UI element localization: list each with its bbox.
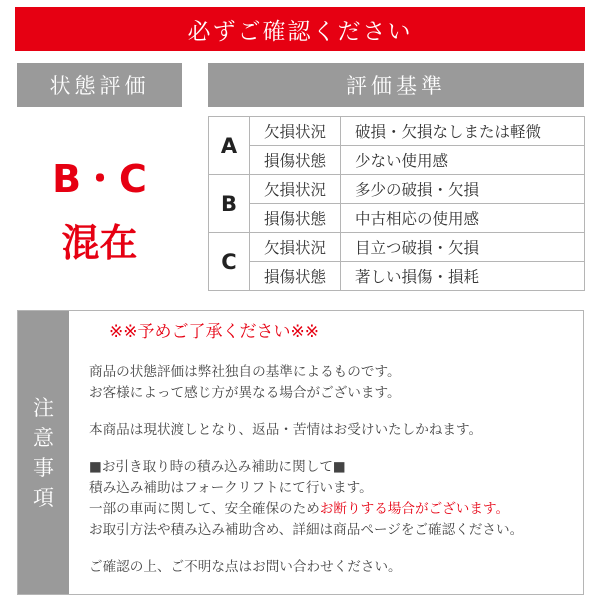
criteria-row	[209, 175, 585, 204]
criteria-type: 損傷状態	[250, 146, 341, 175]
notes-side-char: 事	[33, 455, 54, 480]
note-line: ご確認の上、ご不明な点はお問い合わせください。	[89, 559, 402, 575]
grade-c: C	[209, 233, 250, 291]
notes-box	[17, 310, 584, 595]
criteria-desc: 多少の破損・欠損	[341, 175, 585, 204]
note-line: 商品の状態評価は弊社独自の基準によるものです。	[89, 364, 401, 380]
criteria-desc: 中古相応の使用感	[341, 204, 585, 233]
note-line: お客様によって感じ方が異なる場合がございます。	[89, 385, 401, 401]
criteria-type: 損傷状態	[250, 204, 341, 233]
condition-rating-label: 状態評価	[17, 63, 182, 107]
note-line	[89, 499, 577, 520]
rating-grades: B・C	[52, 157, 147, 201]
criteria-row	[209, 262, 585, 291]
criteria-table	[208, 116, 585, 291]
notes-side-char: 項	[33, 485, 54, 510]
note-text: 一部の車両に関して、安全確保のため	[89, 501, 320, 517]
rating-criteria-label: 評価基準	[208, 63, 584, 107]
criteria-type: 欠損状況	[250, 175, 341, 204]
notes-side-char: 意	[33, 425, 54, 450]
note-heading: ■お引き取り時の積み込み補助に関して■	[89, 459, 346, 475]
criteria-row	[209, 117, 585, 146]
note-line: 積み込み補助はフォークリフトにて行います。	[89, 480, 373, 496]
notes-side-label	[18, 311, 69, 594]
rating-mixed: 混在	[61, 221, 138, 265]
notes-title: ※※予めご了承ください※※	[109, 322, 319, 342]
notes-side-char: 注	[33, 395, 54, 420]
confirm-banner: 必ずご確認ください	[15, 7, 585, 51]
criteria-type: 欠損状況	[250, 233, 341, 262]
notes-body	[89, 317, 577, 594]
grade-a: A	[209, 117, 250, 175]
criteria-row	[209, 233, 585, 262]
grade-b: B	[209, 175, 250, 233]
note-line: 本商品は現状渡しとなり、返品・苦情はお受けいたしかねます。	[89, 422, 483, 438]
criteria-desc: 破損・欠損なしまたは軽微	[341, 117, 585, 146]
criteria-row	[209, 204, 585, 233]
note-line: お取引方法や積み込み補助含め、詳細は商品ページをご確認ください。	[89, 522, 524, 538]
criteria-type: 損傷状態	[250, 262, 341, 291]
criteria-desc: 少ない使用感	[341, 146, 585, 175]
note-warning: お断りする場合がございます。	[319, 501, 510, 517]
criteria-type: 欠損状況	[250, 117, 341, 146]
criteria-desc: 著しい損傷・損耗	[341, 262, 585, 291]
criteria-row	[209, 146, 585, 175]
criteria-desc: 目立つ破損・欠損	[341, 233, 585, 262]
